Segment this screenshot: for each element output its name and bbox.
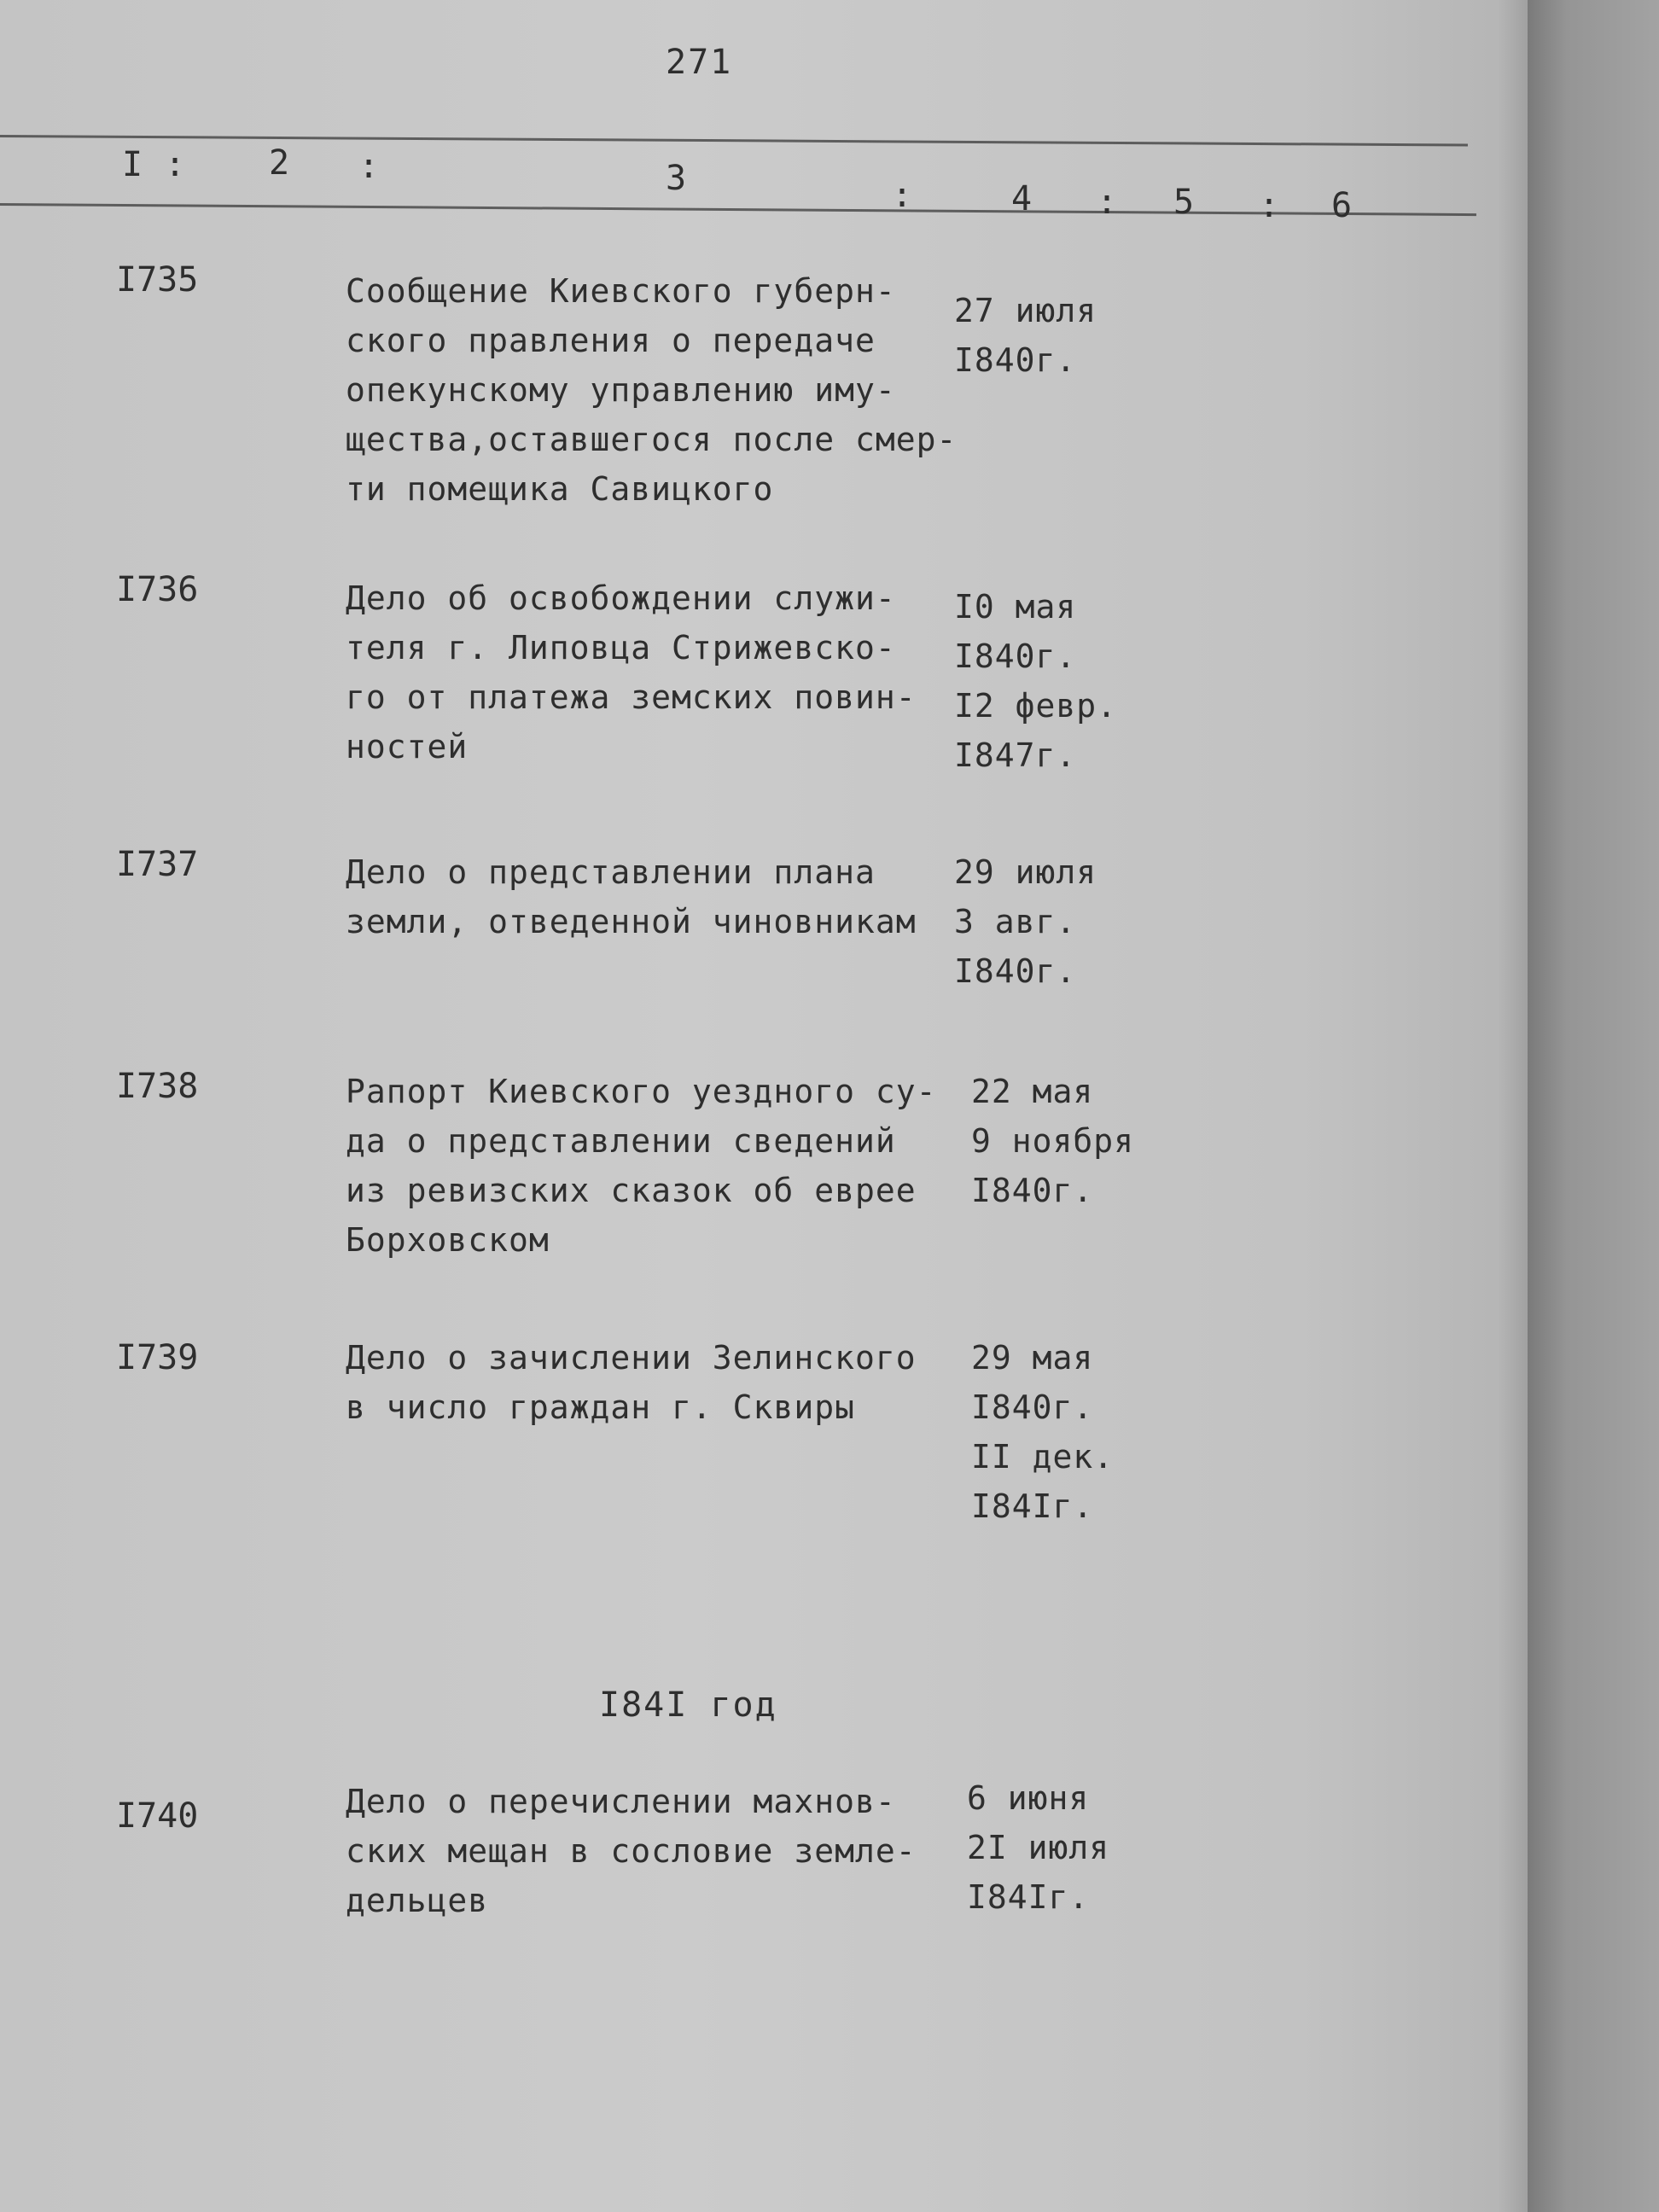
entry-description: Дело о перечислении махнов- ских мещан в сословие земле- дельцев	[346, 1783, 917, 1919]
page-edge-shadow	[1498, 0, 1532, 2212]
page-number: 271	[666, 43, 733, 82]
underlying-page	[1528, 0, 1659, 2212]
column-separator: :	[358, 147, 380, 186]
column-header-4: 4	[1011, 179, 1033, 218]
column-separator: :	[165, 145, 186, 184]
entry-dates: 29 июля 3 авг. I840г.	[954, 853, 1097, 990]
column-header-6: 6	[1331, 186, 1353, 225]
entry-description: Дело о представлении плана земли, отведенной чиновникам	[346, 853, 917, 940]
entry-dates: 22 мая 9 ноября I840г.	[971, 1073, 1135, 1209]
entry-number: I736	[116, 570, 199, 609]
entry-description: Сообщение Киевского губерн- ского правления о передаче опекунскому управлению иму- щества,оставшегося после смер- ти помещика Савицкого	[346, 272, 958, 508]
entry-description: Рапорт Киевского уездного су- да о представлении сведений из ревизских сказок об еврее Борховском	[346, 1073, 937, 1259]
column-separator: :	[1097, 183, 1118, 222]
column-header-3: 3	[666, 159, 687, 198]
entry-number: I735	[116, 260, 199, 300]
entry-number: I740	[116, 1796, 199, 1836]
entry-dates: I0 мая I840г. I2 февр. I847г.	[954, 588, 1118, 774]
column-header-2: 2	[269, 143, 290, 183]
entry-dates: 29 мая I840г. II дек. I84Iг.	[971, 1339, 1115, 1525]
entry-description: Дело о зачислении Зелинского в число граждан г. Сквиры	[346, 1339, 917, 1426]
entry-dates: 27 июля I840г.	[954, 292, 1097, 379]
column-header-1: I	[122, 145, 143, 184]
entry-number: I739	[116, 1338, 199, 1377]
entry-number: I738	[116, 1067, 199, 1106]
column-separator: :	[892, 176, 913, 215]
column-header-5: 5	[1173, 183, 1195, 222]
entry-number: I737	[116, 845, 199, 884]
year-heading: I84I год	[599, 1685, 777, 1725]
column-separator: :	[1259, 186, 1280, 225]
entry-description: Дело об освобождении служи- теля г. Липовца Стрижевско- го от платежа земских повин- ностей	[346, 579, 917, 765]
entry-dates: 6 июня 2I июля I84Iг.	[967, 1779, 1110, 1916]
